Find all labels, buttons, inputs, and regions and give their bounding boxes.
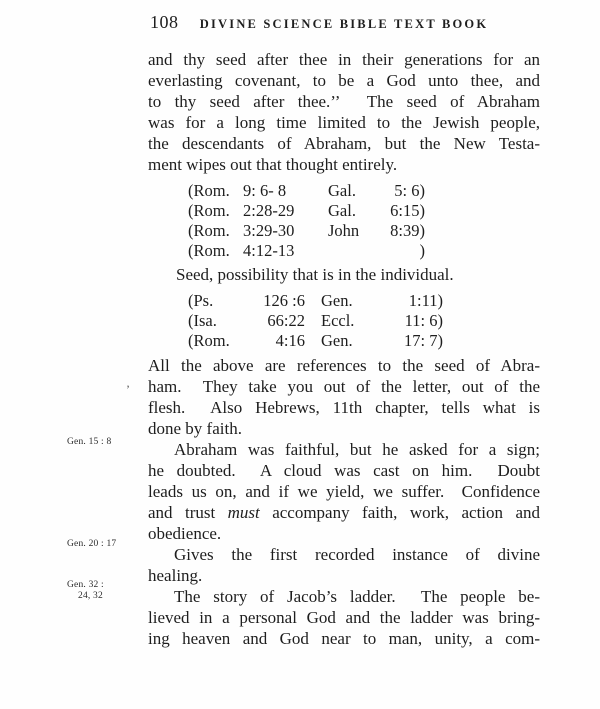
paragraph-seed-references	[148, 355, 540, 439]
ref-cell: (Rom.	[188, 241, 230, 260]
italic-word: must	[227, 503, 260, 522]
text-line: done by faith.	[148, 419, 242, 438]
paragraph-divine-healing	[148, 544, 540, 586]
scripture-ref-row	[188, 221, 540, 241]
text-line: ing heaven and God near to man, unity, a com-	[148, 629, 540, 648]
text-line: he doubted. A cloud was cast on him. Doubt	[148, 461, 540, 480]
text-line: ham. They take you out of the letter, out of the	[148, 377, 540, 396]
ref-cell	[328, 241, 380, 261]
ref-cell: 11: 6)	[404, 311, 443, 330]
text-line: lieved in a personal God and the ladder was bring-	[148, 608, 540, 627]
text-segment: and trust	[148, 503, 228, 522]
margin-note-line: Gen. 32 :	[67, 580, 104, 590]
margin-note-gen-15-8	[67, 437, 111, 448]
text-line-with-italic	[148, 502, 540, 523]
ref-cell: 6:15)	[390, 201, 425, 220]
text-line: flesh. Also Hebrews, 11th chapter, tells what is	[148, 398, 540, 417]
text-line: to thy seed after thee.’’ The seed of Abraham	[148, 92, 540, 111]
margin-note-line: 24, 32	[78, 591, 103, 601]
ref-cell: )	[419, 241, 425, 260]
ref-cell: Gen.	[321, 331, 353, 350]
text-line: Abraham was faithful, but he asked for a sign;	[174, 440, 540, 459]
text-line: healing.	[148, 566, 203, 585]
margin-note-line: Gen. 15 : 8	[67, 437, 112, 447]
scripture-ref-row	[188, 331, 540, 351]
text-segment: accompany faith, work, action and	[259, 503, 540, 522]
scripture-refs-block-2	[188, 291, 540, 351]
ref-cell: 126 :6	[263, 291, 305, 310]
paragraph-jacobs-ladder	[148, 586, 540, 649]
text-column	[148, 49, 540, 649]
text-line: leads us on, and if we yield, we suffer. Confidence	[148, 482, 540, 501]
text-line: All the above are references to the seed of Abra-	[148, 356, 540, 375]
margin-note-line: Gen. 20 : 17	[67, 539, 117, 549]
ref-cell: (Rom.	[188, 181, 230, 200]
ref-cell: 1:11)	[408, 291, 443, 310]
paragraph-covenant-continuation	[148, 49, 540, 175]
scripture-ref-row	[188, 181, 540, 201]
seed-definition-line: Seed, possibility that is in the individual.	[176, 265, 454, 284]
ref-cell: Gal.	[328, 201, 356, 220]
ref-cell: 5: 6)	[394, 181, 425, 200]
ref-cell: 66:22	[267, 311, 305, 330]
running-head	[148, 12, 540, 36]
ref-cell: (Rom.	[188, 331, 230, 350]
margin-note-gen-32-24-32	[67, 580, 104, 602]
ref-cell: John	[328, 221, 360, 240]
ref-cell: 4:16	[275, 331, 305, 350]
margin-note-gen-20-17	[67, 539, 116, 550]
text-line: everlasting covenant, to be a God unto thee, and	[148, 71, 540, 90]
text-line: the descendants of Abraham, but the New Testa-	[148, 134, 540, 153]
scripture-ref-row	[188, 311, 540, 331]
ink-speck-artifact: ’	[126, 382, 130, 396]
ref-cell: Gal.	[328, 181, 356, 200]
running-title: DIVINE SCIENCE BIBLE TEXT BOOK	[199, 17, 489, 31]
text-line: and thy seed after thee in their generations for an	[148, 50, 540, 69]
ref-cell: Gen.	[321, 291, 353, 310]
ref-cell: 3:29-30	[243, 221, 295, 240]
ref-cell: 17: 7)	[404, 331, 443, 350]
ref-cell: 8:39)	[390, 221, 425, 240]
text-line: obedience.	[148, 524, 222, 543]
page-number: 108	[150, 12, 179, 32]
text-line: was for a long time limited to the Jewish people,	[148, 113, 540, 132]
ref-cell: (Rom.	[188, 201, 230, 220]
scripture-ref-row	[188, 291, 540, 311]
text-line: Gives the first recorded instance of divine	[174, 545, 540, 564]
text-line: The story of Jacob’s ladder. The people be-	[174, 587, 540, 606]
scripture-ref-row	[188, 241, 540, 261]
ref-cell: 9: 6- 8	[243, 181, 287, 200]
scripture-refs-block-1	[188, 181, 540, 261]
ref-cell: 4:12-13	[243, 241, 295, 260]
paragraph-abraham-faithful	[148, 439, 540, 544]
scripture-ref-row	[188, 201, 540, 221]
ref-cell: 2:28-29	[243, 201, 295, 220]
ref-cell: (Isa.	[188, 311, 217, 330]
ref-cell: (Ps.	[188, 291, 214, 310]
ref-cell: (Rom.	[188, 221, 230, 240]
text-line: ment wipes out that thought entirely.	[148, 155, 398, 174]
ref-cell: Eccl.	[321, 311, 355, 330]
